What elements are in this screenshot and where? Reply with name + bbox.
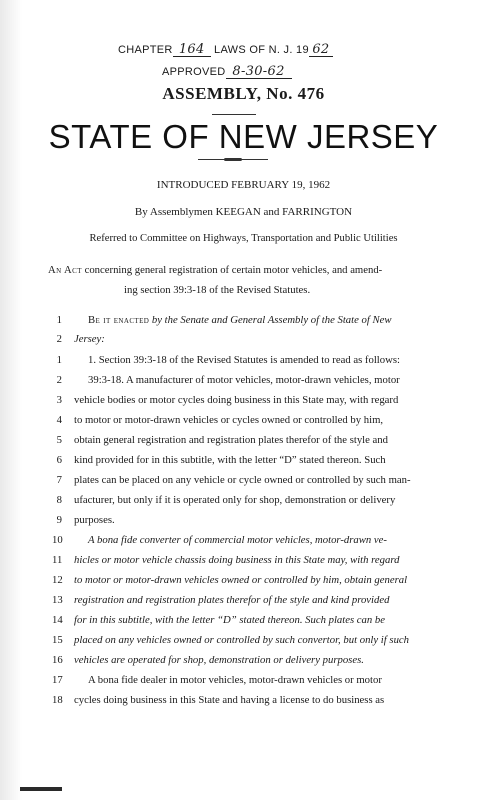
body-line (52, 474, 411, 490)
body-line (52, 554, 400, 570)
line-text: ufacturer, but only if it is operated only for shop, demonstration or delivery (74, 494, 396, 506)
act-title-text: concerning general registration of certain motor vehicles, and amend- (81, 264, 383, 276)
line-text: vehicle bodies or motor cycles doing business in this State may, with regard (74, 394, 399, 406)
bill-number: ASSEMBLY, No. 476 (162, 84, 325, 103)
approved-date: 8-30-62 (226, 66, 292, 79)
introduced-date: INTRODUCED FEBRUARY 19, 1962 (156, 179, 331, 191)
line-text: plates can be placed on any vehicle or cycle owned or controlled by such man- (74, 474, 411, 486)
line-number: 18 (52, 694, 63, 706)
body-line (52, 574, 408, 590)
laws-year: 62 (309, 44, 333, 57)
line-number: 13 (52, 594, 63, 606)
chapter-number: 164 (173, 44, 211, 57)
sponsors: By Assemblymen KEEGAN and FARRINGTON (134, 206, 353, 218)
line-number: 12 (52, 574, 63, 586)
approved-stamp (162, 66, 362, 79)
body-line (52, 614, 386, 630)
body-line (52, 394, 399, 410)
line-number: 6 (56, 454, 62, 466)
line-number: 4 (56, 414, 62, 426)
laws-label: LAWS OF N. J. 19 (214, 44, 309, 56)
line-text: registration and registration plates therefor of the style and kind provided (74, 594, 390, 606)
body-line (52, 654, 364, 670)
body-line (52, 594, 390, 610)
line-number: 2 (56, 333, 62, 345)
line-text: by the Senate and General Assembly of the State of New (149, 314, 392, 326)
body-line (52, 333, 105, 349)
line-number: 14 (52, 614, 63, 626)
line-number: 8 (56, 494, 62, 506)
chapter-stamp (118, 44, 378, 57)
line-text: A bona fide converter of commercial motor vehicles, motor-drawn ve- (88, 534, 387, 546)
line-text: 39:3-18. A manufacturer of motor vehicles, motor-drawn vehicles, motor (88, 374, 400, 386)
line-text: vehicles are operated for shop, demonstration or delivery purposes. (74, 654, 364, 666)
act-title-line-2: ing section 39:3-18 of the Revised Statutes. (124, 284, 311, 296)
line-number: 2 (56, 374, 62, 386)
body-line (52, 354, 400, 370)
line-number: 1 (56, 314, 62, 326)
line-text: purposes. (74, 514, 115, 526)
body-line (52, 514, 115, 530)
body-line (52, 454, 386, 470)
line-text: A bona fide dealer in motor vehicles, motor-drawn vehicles or motor (88, 674, 382, 686)
line-number: 1 (56, 354, 62, 366)
decorative-rule (198, 159, 268, 160)
line-text: placed on any vehicles owned or controlled by such convertor, but only if such (74, 634, 409, 646)
act-lead: An Act (48, 264, 82, 276)
divider-rule (212, 114, 256, 115)
body-line (52, 374, 400, 390)
body-line (52, 534, 387, 550)
line-number: 11 (52, 554, 63, 566)
line-text: cycles doing business in this State and having a license to do business as (74, 694, 385, 706)
approved-label: APPROVED (162, 66, 226, 78)
body-line (52, 314, 392, 330)
act-title-line-1 (48, 264, 382, 276)
state-title: STATE OF NEW JERSEY (48, 118, 439, 155)
line-number: 15 (52, 634, 63, 646)
line-text: 1. Section 39:3-18 of the Revised Statutes is amended to read as follows: (88, 354, 400, 366)
line-text: to motor or motor-drawn vehicles owned or controlled by him, obtain general (74, 574, 408, 586)
line-text: Jersey: (74, 333, 105, 345)
line-number: 16 (52, 654, 63, 666)
body-line (52, 494, 396, 510)
enacting-clause-lead: Be it enacted (88, 314, 150, 326)
line-text: kind provided for in this subtitle, with the letter “D” stated thereon. Such (74, 454, 386, 466)
line-number: 7 (56, 474, 62, 486)
line-text: to motor or motor-drawn vehicles or cycles owned or controlled by him, (74, 414, 384, 426)
line-number: 10 (52, 534, 63, 546)
line-number: 5 (56, 434, 62, 446)
body-line (52, 674, 382, 690)
line-text: hicles or motor vehicle chassis doing business in this State may, with regard (74, 554, 400, 566)
body-line (52, 414, 384, 430)
scan-mark (20, 787, 62, 791)
line-number: 9 (56, 514, 62, 526)
body-line (52, 694, 385, 710)
body-line (52, 634, 409, 650)
line-text: for in this subtitle, with the letter “D” stated thereon. Such plates can be (74, 614, 386, 626)
line-number: 17 (52, 674, 63, 686)
body-line (52, 434, 388, 450)
committee-referral: Referred to Committee on Highways, Transportation and Public Utilities (89, 233, 398, 244)
line-number: 3 (56, 394, 62, 406)
chapter-label: CHAPTER (118, 44, 173, 56)
line-text: obtain general registration and registration plates therefor of the style and (74, 434, 388, 446)
